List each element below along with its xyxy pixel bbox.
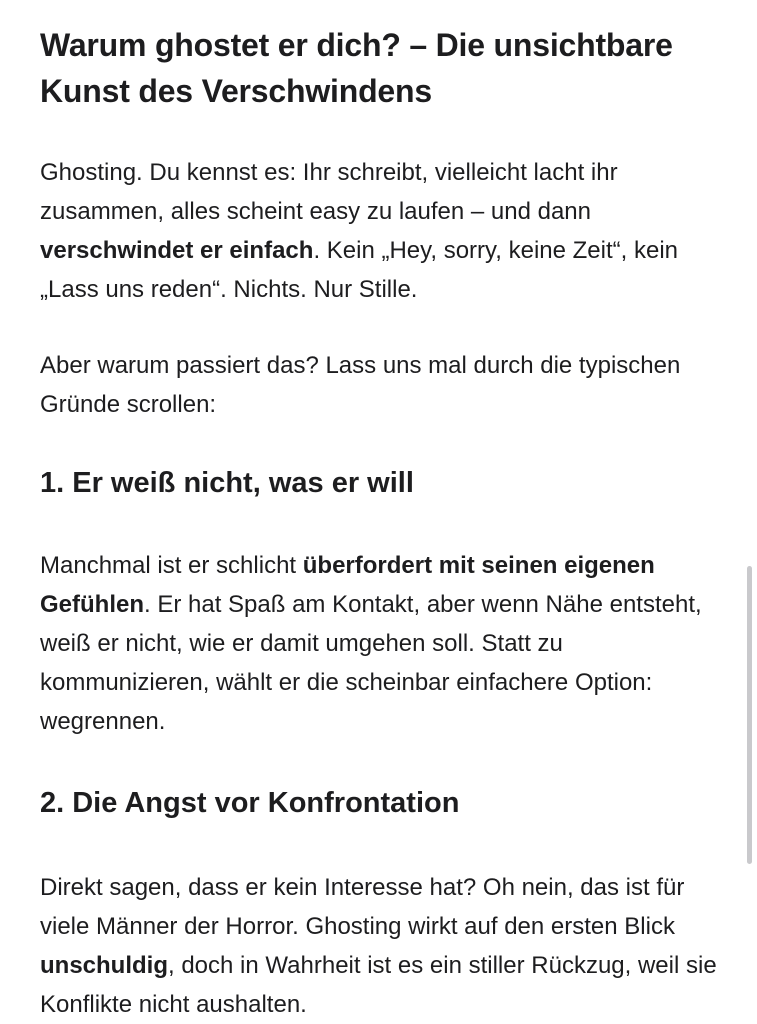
section-1-heading: 1. Er weiß nicht, was er will [40, 467, 414, 499]
section-2-text-end: , doch in Wahrheit ist es ein stiller Rückzug, weil sie Konflikte nicht aushalten. [40, 952, 717, 1018]
section-1-text-start: Manchmal ist er schlicht [40, 552, 303, 579]
section-1-paragraph [40, 546, 730, 741]
article [40, 22, 730, 1024]
intro-text-end: . Kein „Hey, sorry, keine Zeit“, kein „Lass uns reden“. Nichts. Nur Stille. [40, 237, 678, 303]
vertical-scrollbar[interactable] [747, 566, 752, 864]
intro-emphasis: verschwindet er einfach [40, 237, 314, 264]
section-1-emphasis: überfordert mit seinen eigenen Gefühlen [40, 552, 655, 618]
section-2-text-start: Direkt sagen, dass er kein Interesse hat? Oh nein, das ist für viele Männer der Horror. Ghosting wirkt auf den ersten Blick [40, 874, 685, 940]
question-paragraph: Aber warum passiert das? Lass uns mal durch die typischen Gründe scrollen: [40, 352, 681, 418]
section-2-heading: 2. Die Angst vor Konfrontation [40, 787, 460, 819]
section-2-paragraph [40, 868, 730, 1024]
section-1-text-end: . Er hat Spaß am Kontakt, aber wenn Nähe entsteht, weiß er nicht, wie er damit umgehen soll. Statt zu kommunizieren, wählt er die scheinbar einfachere Option: wegrennen. [40, 591, 702, 735]
article-title: Warum ghostet er dich? – Die unsichtbare Kunst des Verschwindens [40, 27, 673, 109]
intro-paragraph [40, 153, 730, 309]
intro-text-start: Ghosting. Du kennst es: Ihr schreibt, vielleicht lacht ihr zusammen, alles scheint easy zu laufen – und dann [40, 159, 618, 225]
section-2-emphasis: unschuldig [40, 952, 168, 979]
